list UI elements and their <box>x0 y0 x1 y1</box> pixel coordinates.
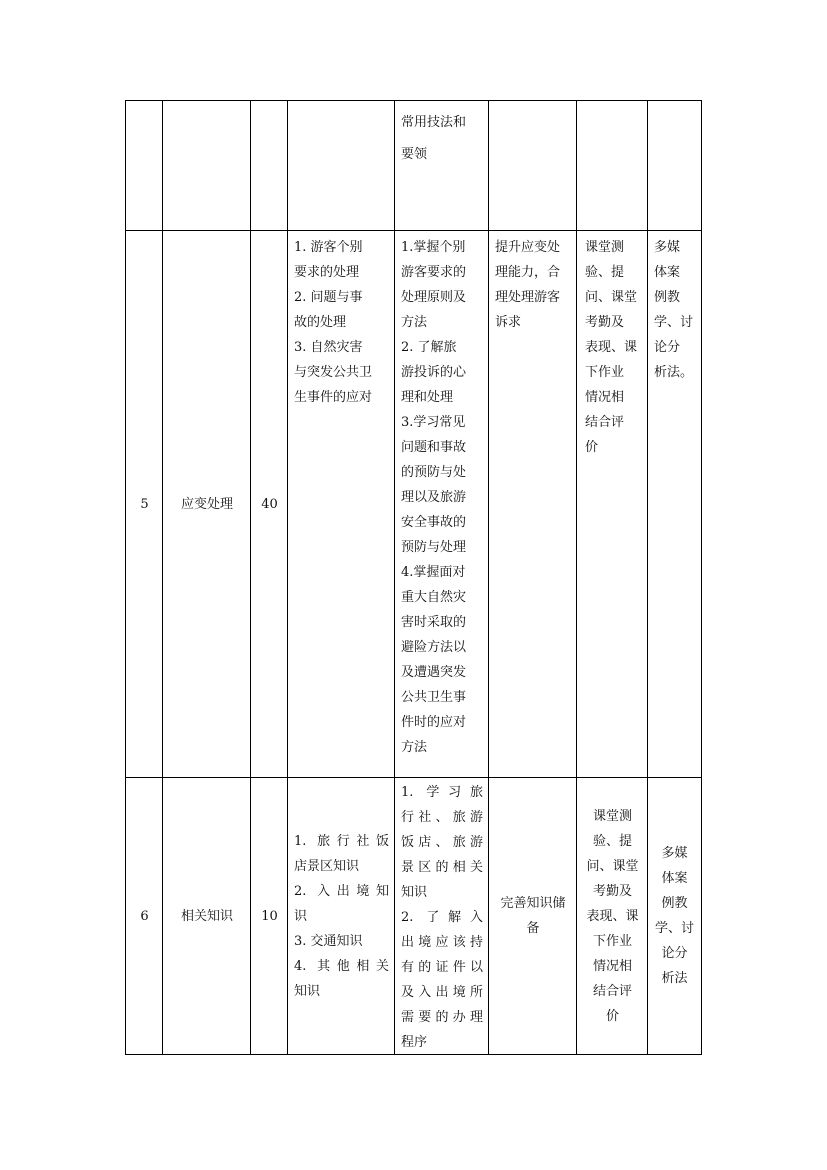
req-line: 的预防与处 <box>401 465 467 480</box>
ability-line: 备 <box>526 921 540 936</box>
req-line: 件时的应对 <box>401 715 467 730</box>
content-line: 2. 问题与事 <box>294 290 363 305</box>
method-line: 体案 <box>661 871 688 886</box>
assess-line: 下作业 <box>592 933 632 949</box>
content-line: 2. 入出境知 <box>294 883 389 899</box>
req-line: 及入出境所 <box>401 985 483 1000</box>
row-0-content <box>287 100 395 231</box>
req-line: 1.掌握个别 <box>401 240 466 255</box>
content-line: 店景区知识 <box>294 858 360 874</box>
method-line: 多媒 <box>654 240 681 255</box>
req-line: 重大自然灾 <box>401 590 467 605</box>
assess-line: 验、提 <box>585 265 625 280</box>
req-line: 4.掌握面对 <box>401 565 466 580</box>
req-line: 公共卫生事 <box>401 690 467 705</box>
content-line: 生事件的应对 <box>294 390 373 405</box>
req-line: 害时采取的 <box>401 615 467 630</box>
req-line: 避险方法以 <box>401 640 467 655</box>
method-line: 论分 <box>654 340 681 355</box>
row-6-method <box>647 777 702 1055</box>
assess-line: 验、提 <box>592 833 632 849</box>
assess-line: 结合评 <box>592 983 632 999</box>
content-line: 与突发公共卫 <box>294 365 373 380</box>
hours-value: 10 <box>261 908 278 924</box>
row-0-ability <box>488 100 577 231</box>
assess-line: 考勤及 <box>592 883 632 899</box>
content-line: 故的处理 <box>294 315 347 330</box>
req-line: 方法 <box>401 315 428 330</box>
row-0-assessment <box>576 100 648 231</box>
row-0-hours <box>250 100 288 231</box>
assess-line: 结合评 <box>585 415 625 430</box>
hours-value: 40 <box>261 497 278 512</box>
ability-line: 完善知识储 <box>500 896 566 911</box>
req-line: 有的证件以 <box>401 960 483 975</box>
assess-line: 考勤及 <box>585 315 625 330</box>
method-line: 例教 <box>654 290 681 305</box>
assess-line: 价 <box>605 1008 619 1024</box>
content-line: 识 <box>294 908 308 924</box>
row-6-assessment <box>576 777 648 1055</box>
method-line: 学、讨 <box>654 921 694 936</box>
req-line: 行社、旅游 <box>401 810 483 825</box>
row-5-ability <box>488 230 577 778</box>
req-line: 安全事故的 <box>401 515 467 530</box>
method-line: 学、讨 <box>654 315 694 330</box>
assess-line: 情况相 <box>592 958 632 974</box>
content-line: 1. 旅行社饭 <box>294 833 389 849</box>
content-line: 知识 <box>294 983 321 999</box>
req-line: 程序 <box>401 1035 428 1050</box>
assess-line: 问、课堂 <box>585 290 638 305</box>
row-6-requirements <box>394 777 489 1055</box>
module-name: 应变处理 <box>180 497 233 512</box>
req-line: 景区的相关 <box>401 860 483 875</box>
req-line: 游投诉的心 <box>401 365 467 380</box>
req-line: 要领 <box>401 147 428 162</box>
row-6-name <box>162 777 251 1055</box>
row-5-hours <box>250 230 288 778</box>
ability-line: 诉求 <box>495 315 522 330</box>
row-0-requirements <box>394 100 489 231</box>
assess-line: 表现、课 <box>585 340 638 355</box>
req-line: 2. 了解旅 <box>401 340 457 355</box>
row-0-no <box>125 100 163 231</box>
req-line: 2. 了解入 <box>401 910 483 925</box>
ability-line: 理能力，合 <box>495 265 561 280</box>
ability-line: 理处理游客 <box>495 290 561 305</box>
module-name: 相关知识 <box>180 908 233 924</box>
method-line: 体案 <box>654 265 681 280</box>
req-line: 出境应该持 <box>401 935 483 950</box>
method-line: 多媒 <box>661 846 688 861</box>
assess-line: 价 <box>585 440 599 455</box>
assess-line: 问、课堂 <box>586 858 639 874</box>
row-6-ability <box>488 777 577 1055</box>
content-line: 3. 自然灾害 <box>294 340 363 355</box>
content-line: 3. 交通知识 <box>294 933 363 949</box>
row-5-content <box>287 230 395 778</box>
assess-line: 表现、课 <box>586 908 639 924</box>
row-5-method <box>647 230 702 778</box>
row-6-no <box>125 777 163 1055</box>
content-line: 1. 游客个别 <box>294 240 363 255</box>
assess-line: 下作业 <box>585 365 625 380</box>
method-line: 例教 <box>661 896 688 911</box>
content-line: 4. 其他相关 <box>294 958 389 974</box>
req-line: 游客要求的 <box>401 265 467 280</box>
req-line: 知识 <box>401 885 428 900</box>
req-line: 预防与处理 <box>401 540 467 555</box>
req-line: 3.学习常见 <box>401 415 466 430</box>
req-line: 饭店、旅游 <box>401 835 483 850</box>
method-line: 论分 <box>661 946 688 961</box>
assess-line: 课堂测 <box>592 808 632 824</box>
assess-line: 课堂测 <box>585 240 625 255</box>
row-5-assessment <box>576 230 648 778</box>
row-6-hours <box>250 777 288 1055</box>
row-5-name <box>162 230 251 778</box>
req-line: 理和处理 <box>401 390 454 405</box>
req-line: 1. 学习旅 <box>401 785 483 800</box>
method-line: 析法。 <box>654 365 694 380</box>
row-6-content <box>287 777 395 1055</box>
req-line: 处理原则及 <box>401 290 467 305</box>
row-5-no <box>125 230 163 778</box>
req-line: 方法 <box>401 740 428 755</box>
assess-line: 情况相 <box>585 390 625 405</box>
content-line: 要求的处理 <box>294 265 360 280</box>
row-5-requirements <box>394 230 489 778</box>
ability-line: 提升应变处 <box>495 240 561 255</box>
row-number: 5 <box>140 497 149 512</box>
req-line: 理以及旅游 <box>401 490 467 505</box>
req-line: 需要的办理 <box>401 1010 483 1025</box>
req-line: 常用技法和 <box>401 115 467 130</box>
row-0-name <box>162 100 251 231</box>
req-line: 问题和事故 <box>401 440 467 455</box>
row-0-method <box>647 100 702 231</box>
row-number: 6 <box>140 908 149 924</box>
req-line: 及遭遇突发 <box>401 665 467 680</box>
method-line: 析法 <box>661 971 688 986</box>
